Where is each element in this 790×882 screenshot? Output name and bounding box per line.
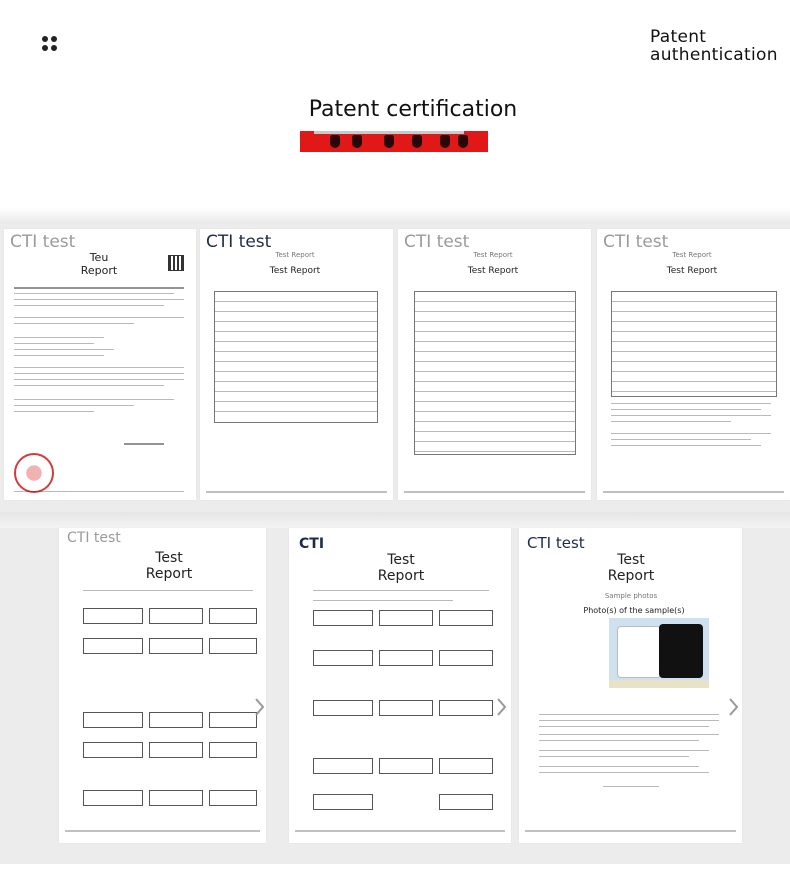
test-report-page-7[interactable]	[519, 528, 742, 843]
report-subtitle: Sample photos	[604, 592, 658, 600]
report-subtitle: Test Report	[473, 251, 513, 259]
brand-label: CTI test	[206, 232, 272, 252]
test-report-page-5[interactable]	[59, 528, 266, 843]
test-report-page-1[interactable]	[4, 229, 196, 500]
report-title: Test Report	[467, 266, 519, 276]
report-title: Test Report	[607, 552, 655, 584]
red-banner	[300, 131, 488, 152]
report-title: Test Report	[145, 550, 193, 582]
test-report-page-6[interactable]	[289, 528, 511, 843]
brand-label: CTI test	[404, 232, 470, 252]
patent-authentication-label: Patent authentication	[650, 27, 778, 65]
report-subtitle: Test Report	[275, 251, 315, 259]
brand-label: CTI test	[527, 534, 585, 552]
report-title: Test Report	[666, 266, 718, 276]
menu-icon[interactable]	[42, 36, 58, 52]
test-report-page-3[interactable]	[398, 229, 591, 500]
red-seal-stamp	[14, 453, 54, 493]
report-title: Teu Report	[80, 251, 118, 277]
chevron-right-icon	[255, 698, 265, 716]
brand-label: CTI test	[10, 232, 76, 252]
row-divider	[0, 512, 790, 528]
divider-band	[0, 208, 790, 224]
qr-code-icon	[168, 255, 184, 271]
report-title: Test Report	[269, 266, 321, 276]
brand-label: CTI	[299, 536, 325, 552]
sample-photo	[609, 618, 709, 688]
page-title: Patent certification	[308, 97, 518, 122]
report-subtitle: Test Report	[672, 251, 712, 259]
brand-label: CTI test	[67, 530, 121, 546]
test-report-page-4[interactable]	[597, 229, 790, 500]
brand-label: CTI test	[603, 232, 669, 252]
chevron-right-icon	[729, 698, 739, 716]
photo-caption: Photo(s) of the sample(s)	[583, 606, 685, 615]
test-report-page-2[interactable]	[200, 229, 393, 500]
report-title: Test Report	[377, 552, 425, 584]
chevron-right-icon	[497, 698, 507, 716]
